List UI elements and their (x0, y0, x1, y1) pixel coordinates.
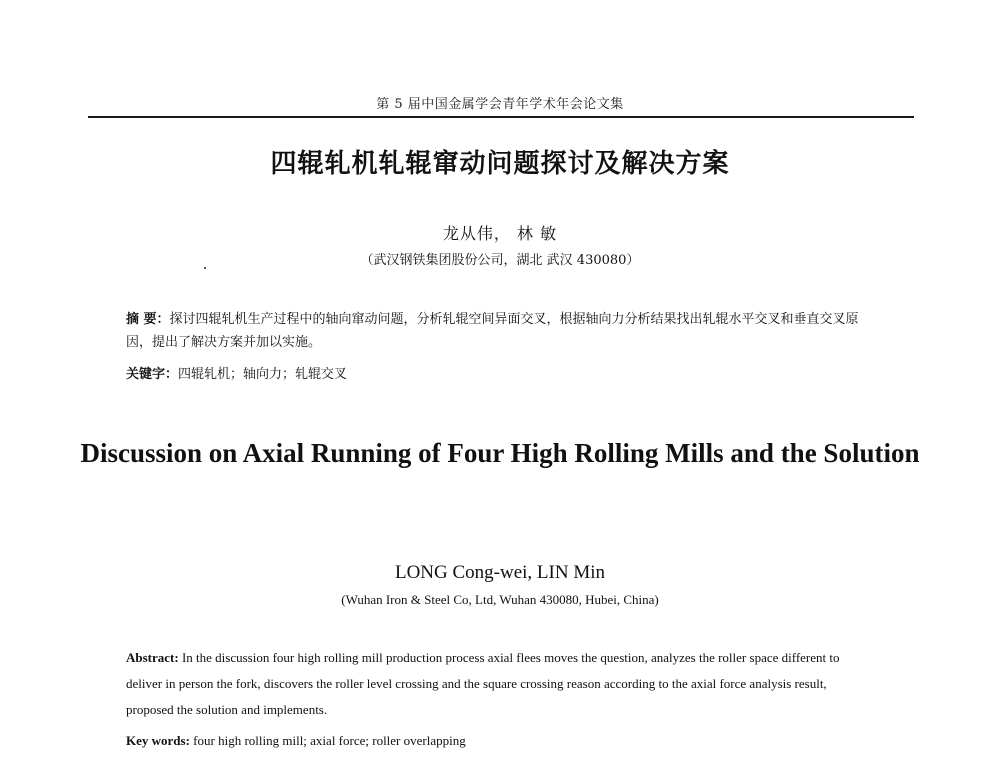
english-abstract-text: In the discussion four high rolling mill production process axial flees moves the question, analyzes the roller space different to deliver in person the fork, discovers the roller level crossing and the square crossing reason according to the axial force analysis result, proposed the solution and implements. (126, 650, 840, 717)
chinese-abstract-label: 摘 要： (126, 312, 170, 327)
chinese-affiliation: （武汉钢铁集团股份公司，湖北 武汉 430080） (360, 253, 640, 268)
english-keywords-label: Key words: (126, 733, 190, 748)
chinese-keywords (126, 363, 876, 386)
chinese-title: 四辊轧机轧辊窜动问题探讨及解决方案 (270, 149, 730, 179)
english-keywords (126, 730, 876, 752)
english-affiliation: (Wuhan Iron & Steel Co, Ltd, Wuhan 430080, Hubei, China) (341, 592, 659, 607)
chinese-abstract-text: 探讨四辊轧机生产过程中的轴向窜动问题，分析轧辊空间异面交叉，根据轴向力分析结果找出轧辊水平交叉和垂直交叉原因，提出了解决方案并加以实施。 (126, 312, 859, 350)
english-title: Discussion on Axial Running of Four High Rolling Mills and the Solution (80, 438, 920, 468)
chinese-keywords-text: 四辊轧机；轴向力；轧辊交叉 (178, 367, 348, 382)
chinese-keywords-label: 关键字： (126, 367, 179, 382)
chinese-abstract (126, 308, 876, 354)
english-abstract-label: Abstract: (126, 650, 179, 665)
english-keywords-text: four high rolling mill; axial force; roller overlapping (193, 733, 466, 748)
english-authors: LONG Cong-wei, LIN Min (394, 562, 606, 583)
header-rule (88, 116, 914, 118)
english-abstract (126, 645, 876, 723)
chinese-authors: 龙从伟， 林 敏 (442, 224, 558, 243)
running-header: 第 5 届中国金属学会青年学术年会论文集 (376, 97, 624, 112)
